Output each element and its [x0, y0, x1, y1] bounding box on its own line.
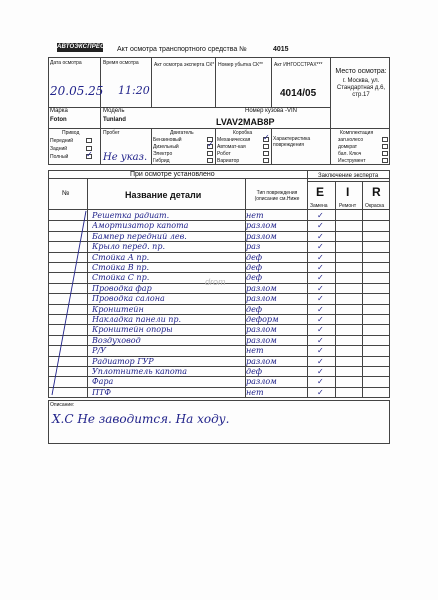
engine-title: Двигатель	[170, 130, 194, 136]
table-row-part-name: Радиатор ГУР	[92, 356, 154, 366]
col-replace-header: Замена	[310, 203, 328, 209]
table-row-damage-type: разлом	[246, 377, 277, 387]
equipment-jack-checkbox[interactable]	[382, 144, 388, 149]
table-row-part-name: Уплотнитель капота	[92, 367, 188, 376]
table-row-damage-type: разлом	[246, 221, 277, 231]
table-row-replace-check-icon: ✓	[317, 325, 324, 335]
table-row-replace-check-icon: ✓	[317, 294, 324, 304]
equipment-title: Комплектация	[340, 130, 374, 136]
time-label: Время осмотра	[103, 60, 139, 66]
gearbox-manual-check-icon: ✓	[263, 133, 270, 142]
col-e-header: E	[316, 185, 325, 199]
table-row-replace-check-icon: ✓	[317, 315, 324, 324]
col-r-header: R	[372, 185, 381, 199]
engine-item-electric: Электро	[153, 151, 173, 157]
table-row-replace-check-icon: ✓	[317, 263, 324, 272]
brand-value: Foton	[50, 117, 67, 123]
table-row-damage-type: деф	[246, 273, 263, 283]
gearbox-item-cvt: Вариатор	[217, 158, 240, 164]
gearbox-item-manual: Механическая	[217, 137, 251, 143]
table-row-damage-type: деф	[246, 367, 263, 376]
table-row-replace-check-icon: ✓	[317, 377, 324, 387]
watermark: drom	[205, 277, 226, 287]
table-row-replace-check-icon: ✓	[317, 335, 324, 345]
company-logo: АВТОЭКСПРЕСС	[57, 44, 110, 50]
mileage-value: Не указ.	[103, 152, 148, 163]
expert-act-label: Акт осмотра эксперта СК*	[154, 62, 215, 68]
table-row-part-name: Кронштейн	[92, 304, 144, 314]
gearbox-item-robot: Робот	[217, 151, 231, 157]
gearbox-auto-checkbox[interactable]	[263, 144, 269, 149]
table-row-part-name: Бампер передний лев.	[92, 231, 187, 241]
table-row-replace-check-icon: ✓	[317, 252, 324, 262]
drive-item-awd: Полный	[50, 154, 69, 160]
mileage-label: Пробег	[103, 130, 120, 136]
vin-label: Номер кузова -VIN	[245, 108, 297, 114]
table-row-replace-check-icon: ✓	[317, 304, 324, 314]
table-row-replace-check-icon: ✓	[317, 211, 324, 220]
table-row-part-name: Проводка фар	[92, 283, 152, 293]
table-row-damage-type: деформ	[246, 315, 279, 324]
damage-char-label: Характеристика повреждения	[273, 136, 311, 148]
conclusion-title: Заключение эксперта	[318, 173, 379, 179]
table-row-damage-type: разлом	[246, 356, 277, 366]
drive-front-checkbox[interactable]	[86, 138, 92, 143]
engine-item-hybrid: Гибрид	[153, 158, 170, 164]
table-row-replace-check-icon: ✓	[317, 356, 324, 366]
table-row-damage-type: разлом	[246, 325, 277, 335]
table-row-part-name: Крыло перед. пр.	[92, 242, 165, 252]
notes-value: Х.С Не заводится. На ходу.	[52, 412, 230, 426]
table-row-damage-type: нет	[246, 387, 264, 397]
table-row-part-name: Решетка радиат.	[92, 211, 170, 220]
table-row-replace-check-icon: ✓	[317, 283, 324, 293]
table-row-damage-type: разлом	[246, 294, 277, 304]
engine-item-diesel: Дизельный	[153, 144, 179, 150]
brand-label: Марка	[50, 108, 68, 114]
act-number: 4015	[273, 46, 289, 53]
model-value: Tunland	[103, 117, 126, 123]
equipment-item-tools: Инструмент	[338, 158, 366, 164]
table-row-damage-type: деф	[246, 263, 263, 272]
equipment-item-spare: зап.колесо	[338, 137, 364, 143]
gearbox-robot-checkbox[interactable]	[263, 151, 269, 156]
col-damage-header: Тип повреждения (описание см.Ниже	[254, 190, 300, 202]
col-name-header: Название детали	[125, 190, 202, 200]
ingosstrakh-label: Акт ИНГОССТРАХ***	[274, 62, 323, 68]
inspection-title: При осмотре установлено	[130, 171, 215, 178]
table-row-damage-type: разлом	[246, 283, 277, 293]
table-row-part-name: Стойка А пр.	[92, 252, 150, 262]
table-row-replace-check-icon: ✓	[317, 242, 324, 252]
place-value: г. Москва, ул. Стандартная д.6, стр.17	[336, 78, 386, 98]
col-paint-header: Окраска	[365, 203, 385, 209]
equipment-tools-checkbox[interactable]	[382, 158, 388, 163]
table-row-damage-type: нет	[246, 211, 264, 220]
engine-diesel-check-icon: ✓	[207, 140, 214, 149]
col-i-header: I	[346, 185, 350, 199]
col-num-header: №	[62, 190, 70, 197]
drive-title: Привод	[62, 130, 80, 136]
equipment-wrench-checkbox[interactable]	[382, 151, 388, 156]
act-title: Акт осмотра транспортного средства №	[117, 46, 247, 53]
cancel-stroke	[48, 209, 88, 398]
table-row-damage-type: разлом	[246, 335, 277, 345]
model-label: Модель	[103, 108, 125, 114]
table-row-part-name: Фара	[92, 377, 114, 387]
gearbox-title: Коробка	[233, 130, 253, 136]
table-row-part-name: Амортизатор капота	[92, 221, 189, 231]
table-row-damage-type: нет	[246, 346, 264, 356]
table-row-part-name: Накладка панели пр.	[92, 315, 182, 324]
equipment-item-jack: домкрат	[338, 144, 358, 150]
col-repair-header: Ремонт	[339, 203, 357, 209]
table-row-damage-type: разлом	[246, 231, 277, 241]
date-value: 20.05.25	[50, 84, 104, 98]
table-row-part-name: ПТФ	[92, 387, 111, 397]
engine-item-petrol: Бензиновый	[153, 137, 182, 143]
date-label: Дата осмотра	[50, 60, 82, 66]
table-row-damage-type: деф	[246, 304, 263, 314]
table-row-replace-check-icon: ✓	[317, 346, 324, 356]
table-row-replace-check-icon: ✓	[317, 221, 324, 231]
table-row-replace-check-icon: ✓	[317, 273, 324, 283]
engine-electric-checkbox[interactable]	[207, 151, 213, 156]
table-row-replace-check-icon: ✓	[317, 387, 324, 397]
table-row-damage-type: раз	[246, 242, 261, 252]
table-row-part-name: Воздуховод	[92, 335, 141, 345]
loss-number-label: Номер убытка СК**	[218, 62, 263, 68]
table-row-part-name: Р/У	[92, 346, 106, 356]
table-row-part-name: Стойка В пр.	[92, 263, 150, 272]
notes-label: Описание:	[50, 402, 75, 408]
engine-hybrid-checkbox[interactable]	[207, 158, 213, 163]
table-row-divider	[48, 397, 390, 398]
vin-value: LVAV2MAB8P	[216, 117, 275, 127]
table-row-part-name: Проводка салона	[92, 294, 165, 304]
place-label: Место осмотра:	[335, 68, 387, 75]
table-row-part-name: Стойка С пр.	[92, 273, 150, 283]
table-row-replace-check-icon: ✓	[317, 231, 324, 241]
ingosstrakh-value: 4014/05	[280, 88, 317, 99]
table-row-part-name: Кронштейн опоры	[92, 325, 173, 335]
equipment-spare-checkbox[interactable]	[382, 137, 388, 142]
drive-item-front: Передний	[50, 138, 74, 144]
equipment-item-wrench: бал. Ключ	[338, 151, 362, 157]
gearbox-item-auto: Автомат-кая	[217, 144, 246, 150]
table-row-replace-check-icon: ✓	[317, 367, 324, 376]
drive-awd-check-icon: ✓	[86, 150, 93, 159]
drive-item-rear: Задний	[50, 146, 68, 152]
gearbox-cvt-checkbox[interactable]	[263, 158, 269, 163]
table-row-damage-type: деф	[246, 252, 263, 262]
time-value: 11:20	[118, 84, 150, 97]
